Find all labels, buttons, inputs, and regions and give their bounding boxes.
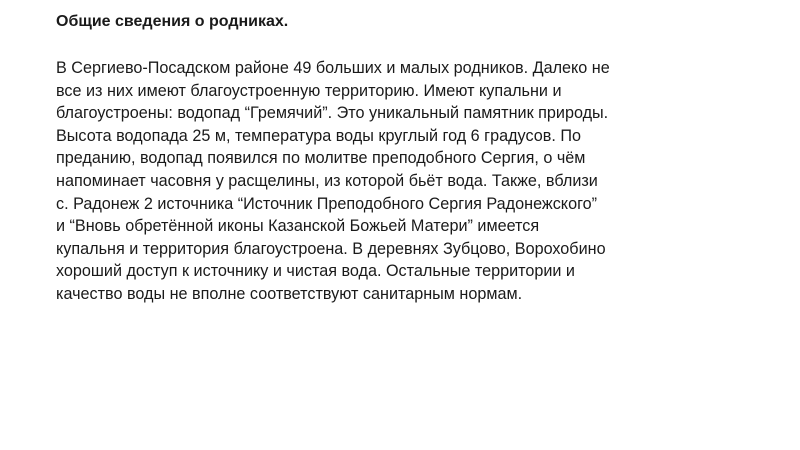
body-line: качество воды не вполне соответствуют санитарным нормам.	[56, 284, 523, 303]
body-line: напоминает часовня у расщелины, из которой бьёт вода. Также, вблизи	[56, 171, 598, 190]
body-line: и “Вновь обретённой иконы Казанской Божьей Матери” имеется	[56, 217, 540, 236]
body-line: с. Радонеж 2 источника “Источник Преподобного Сергия Радонежского”	[56, 194, 598, 213]
body-line: все из них имеют благоустроенную территорию. Имеют купальни и	[56, 81, 562, 100]
body-line: преданию, водопад появился по молитве преподобного Сергия, о чём	[56, 149, 586, 168]
body-line: хороший доступ к источнику и чистая вода. Остальные территории и	[56, 262, 575, 281]
body-line: благоустроены: водопад “Гремячий”. Это уникальный памятник природы.	[56, 104, 609, 123]
slide-body-text	[56, 57, 776, 306]
body-line: В Сергиево-Посадском районе 49 больших и малых родников. Далеко не	[56, 59, 610, 77]
body-line: купальня и территория благоустроена. В деревнях Зубцово, Ворохобино	[56, 239, 606, 258]
slide-title: Общие сведения о родниках.	[56, 13, 289, 30]
body-line: Высота водопада 25 м, температура воды круглый год 6 градусов. По	[56, 126, 581, 145]
